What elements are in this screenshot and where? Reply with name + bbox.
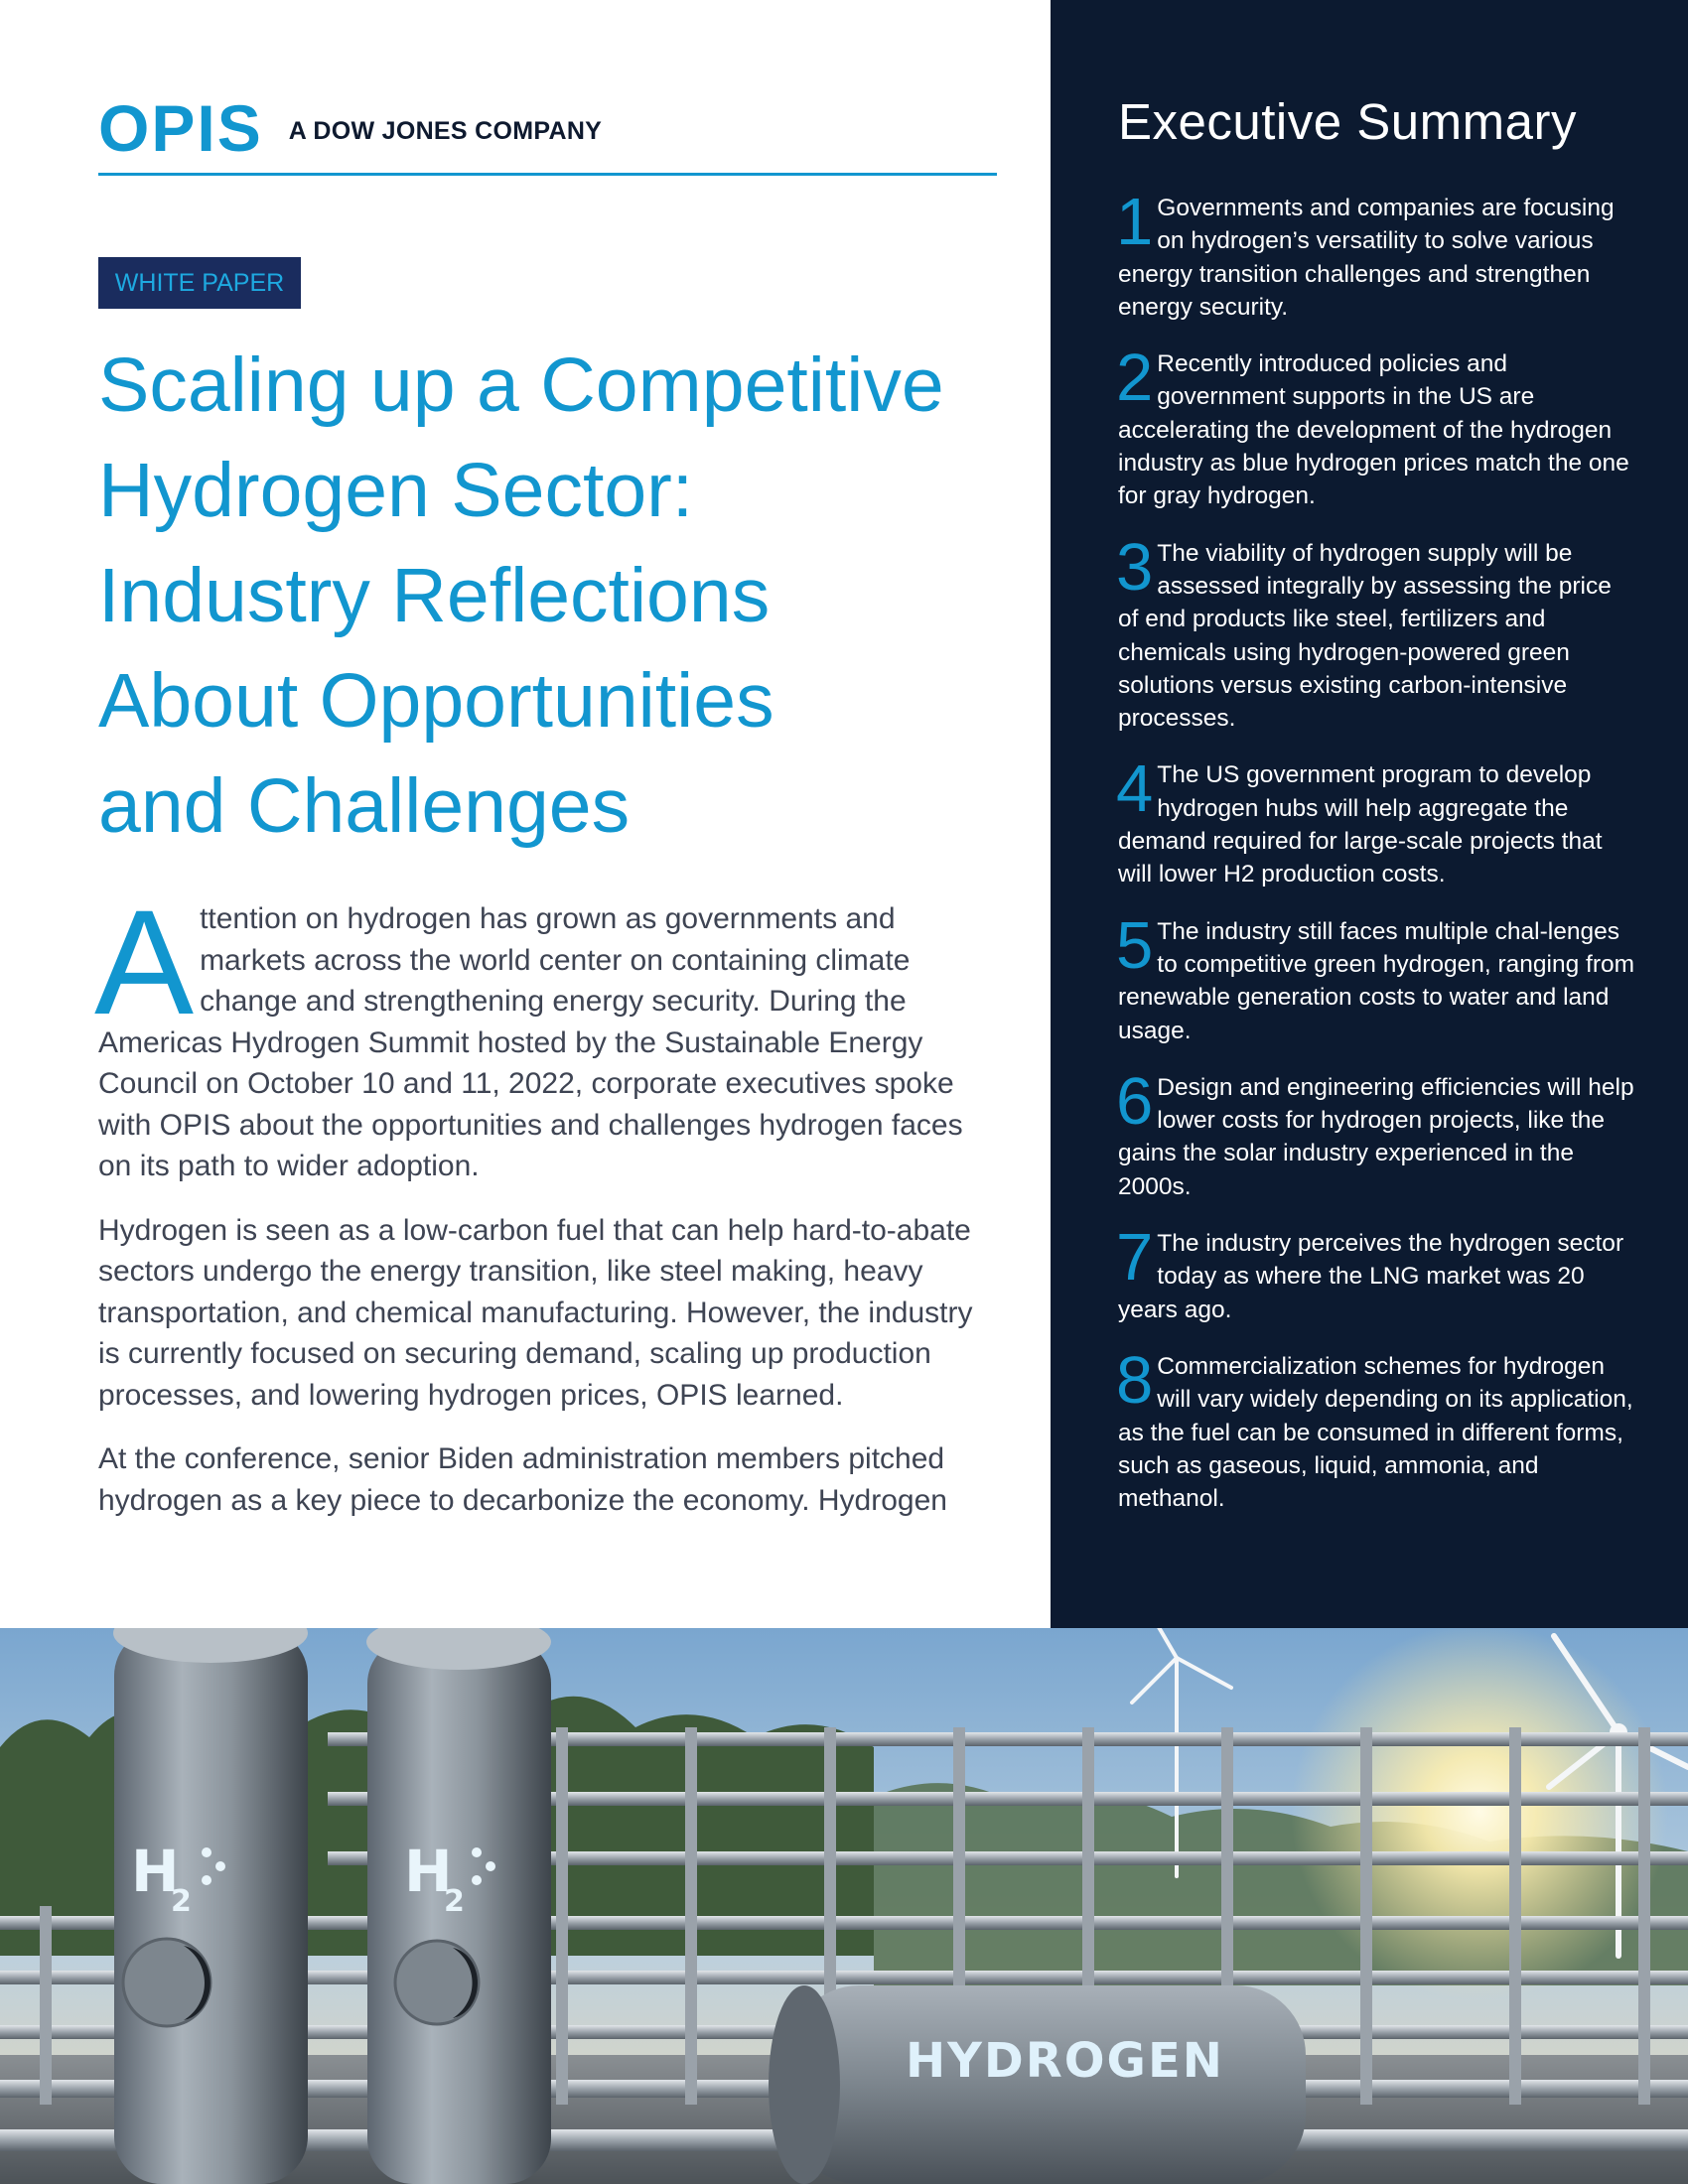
summary-text: The US government program to develop hydrogen hubs will help aggregate the demand required for large-scale projects that will lower H2 production costs.	[1118, 761, 1603, 888]
header-divider	[98, 173, 997, 176]
summary-text: Recently introduced policies and government supports in the US are accelerating the development of the hydrogen industry as blue hydrogen prices match the one for gray hydrogen.	[1118, 350, 1629, 510]
summary-text: The industry perceives the hydrogen sector today as where the LNG market was 20 years ago.	[1118, 1230, 1624, 1323]
summary-item	[1116, 529, 1634, 736]
summary-number: 3	[1116, 529, 1154, 605]
intro-paragraph	[94, 879, 997, 1187]
summary-number: 8	[1116, 1342, 1154, 1418]
hydrogen-drum	[769, 1985, 1306, 2184]
h2-symbol: H	[131, 1838, 180, 1905]
title-line: Scaling up a Competitive	[98, 342, 944, 428]
brand-tagline: A DOW JONES COMPANY	[288, 116, 603, 145]
summary-item	[1116, 1063, 1634, 1203]
hydrogen-plant-illustration	[0, 1628, 1688, 2184]
title-line: About Opportunities	[98, 658, 774, 744]
summary-number: 6	[1116, 1063, 1154, 1139]
summary-number: 2	[1116, 341, 1154, 416]
summary-item	[1116, 907, 1635, 1047]
title-line: and Challenges	[98, 763, 631, 849]
opis-logo: OPIS	[98, 91, 263, 165]
summary-number: 4	[1116, 751, 1154, 827]
summary-list	[1116, 185, 1635, 1539]
white-paper-badge: WHITE PAPER	[98, 257, 301, 309]
summary-item	[1116, 1342, 1634, 1515]
intro-text: ttention on hydrogen has grown as governments and markets across the world center on containing climate change and strengthening energy security. During the Americas Hydrogen Summit hosted by the Sustainable Energy Council on October 10 and 11, 2022, corporate executives spoke with OPIS about the opportunities and challenges hydrogen faces on its path to wider adoption.	[98, 902, 963, 1182]
article-body	[94, 879, 997, 1544]
h2-subscript: 2	[171, 1884, 192, 1919]
summary-text: The industry still faces multiple chal-lenges to competitive green hydrogen, ranging from renewable generation costs to water and land usage.	[1118, 917, 1635, 1044]
executive-summary-title: Executive Summary	[1118, 93, 1577, 150]
h2-tank-left	[113, 1628, 308, 2184]
h2-subscript: 2	[444, 1884, 465, 1919]
summary-number: 7	[1116, 1220, 1154, 1296]
drop-cap: A	[94, 879, 195, 1045]
h2-tank-right	[366, 1628, 551, 2184]
summary-number: 5	[1116, 907, 1154, 983]
title-line: Hydrogen Sector:	[98, 448, 694, 533]
body-paragraph: Hydrogen is seen as a low-carbon fuel that can help hard-to-abate sectors undergo the energy transition, like steel making, heavy transportation, and chemical manufacturing. However, the industry is currently focused on securing demand, scaling up production processes, and lowering hydrogen prices, OPIS learned.	[98, 1213, 973, 1412]
summary-item	[1116, 341, 1634, 512]
hydrogen-tank-label: HYDROGEN	[906, 2033, 1224, 2089]
summary-item	[1116, 185, 1634, 324]
summary-item	[1116, 751, 1634, 890]
hydrogen-facility-image	[0, 1628, 1688, 2184]
h2-symbol: H	[404, 1838, 453, 1905]
executive-summary-panel	[1051, 0, 1688, 1628]
summary-text: Design and engineering efficiencies will help lower costs for hydrogen projects, like the gains the solar industry experienced in the 2000s.	[1118, 1073, 1634, 1200]
title-line: Industry Reflections	[98, 553, 771, 638]
summary-text: Commercialization schemes for hydrogen will vary widely depending on its application, as the fuel can be consumed in different forms, such as gaseous, liquid, ammonia, and methanol.	[1118, 1352, 1633, 1513]
brand-header	[98, 91, 603, 165]
summary-text: The viability of hydrogen supply will be assessed integrally by assessing the price of end products like steel, fertilizers and chemicals using hydrogen-powered green solutions versus existing carbon-intensive processes.	[1118, 539, 1612, 733]
summary-text: Governments and companies are focusing on hydrogen’s versatility to solve various energy transition challenges and strengthen energy security.	[1118, 195, 1615, 321]
summary-number: 1	[1116, 185, 1154, 259]
body-paragraph: At the conference, senior Biden administration members pitched hydrogen as a key piece to decarbonize the economy. Hydrogen	[98, 1442, 947, 1517]
page-title	[98, 333, 1012, 859]
summary-item	[1116, 1220, 1634, 1326]
